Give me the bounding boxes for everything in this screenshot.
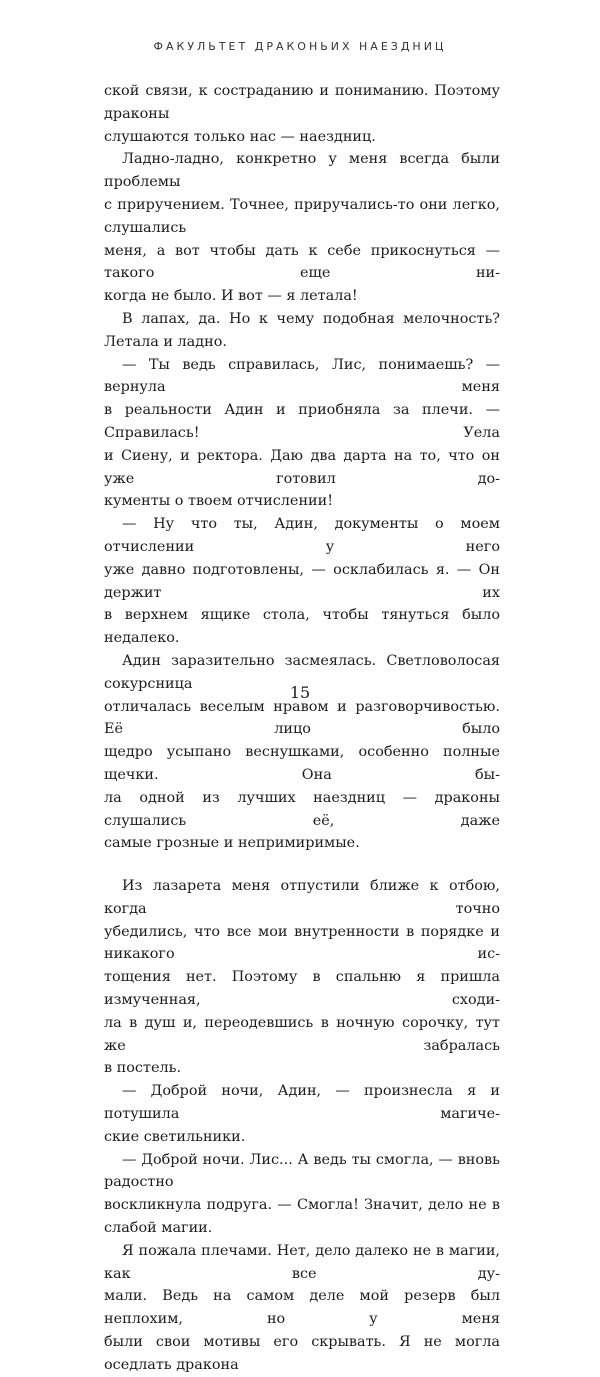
text-line: уже давно подготовлены, — осклабилась я. — Он держит их — [104, 561, 500, 601]
text-line: В лапах, да. Но к чему подобная мелочность? Летала и ладно. — [104, 310, 500, 350]
paragraph — [104, 650, 500, 855]
text-line: Ладно-ладно, конкретно у меня всегда были проблемы — [104, 151, 500, 191]
text-line: меня, а вот чтобы дать к себе прикоснуться — такого еще ни- — [104, 242, 500, 282]
text-line: с приручением. Точнее, приручались-то они легко, слушались — [104, 196, 500, 236]
running-head: ФАКУЛЬТЕТ ДРАКОНЬИХ НАЕЗДНИЦ — [153, 40, 447, 53]
text-line: ской связи, к состраданию и пониманию. Поэтому драконы — [104, 83, 500, 122]
text-line: тощения нет. Поэтому в спальню я пришла измученная, сходи- — [104, 969, 500, 1009]
paragraph — [104, 1240, 500, 1377]
text-line: мали. Ведь на самом деле мой резерв был неплохим, но у меня — [104, 1288, 500, 1328]
section-break — [104, 855, 500, 875]
text-line: — Доброй ночи. Лис... А ведь ты смогла, — вновь радостно — [104, 1151, 500, 1191]
page-number: 15 — [289, 683, 311, 702]
text-line: в верхнем ящике стола, чтобы тянуться было недалеко. — [104, 607, 500, 647]
text-line: ла в душ и, переодевшись в ночную сорочку, тут же забралась — [104, 1014, 500, 1054]
text-line: — Ты ведь справилась, Лис, понимаешь? — вернула меня — [104, 356, 500, 396]
text-line: — Ну что ты, Адин, документы о моем отчислении у него — [104, 516, 500, 555]
text-line: Адин заразительно засмеялась. Светловолосая сокурсница — [104, 652, 500, 692]
text-line: ские светильники. — [104, 1128, 246, 1145]
text-line: Я пожала плечами. Нет, дело далеко не в магии, как все ду- — [104, 1242, 500, 1282]
text-line: щедро усыпано веснушками, особенно полные щечки. Она бы- — [104, 744, 500, 783]
text-line: слушаются только нас — наездниц. — [104, 128, 376, 145]
text-line: воскликнула подруга. — Смогла! Значит, дело не в слабой магии. — [104, 1197, 500, 1237]
paragraph — [104, 1149, 500, 1240]
paragraph — [104, 354, 500, 514]
text-line: кументы о твоем отчислении! — [104, 493, 334, 510]
text-line: убедились, что все мои внутренности в порядке и никакого ис- — [104, 923, 500, 963]
text-line: в реальности Адин и приобняла за плечи. — Справилась! Уела — [104, 402, 500, 441]
text-line: — Доброй ночи, Адин, — произнесла я и потушила магиче- — [104, 1083, 500, 1123]
body-text — [104, 80, 500, 1377]
paragraph — [104, 308, 500, 354]
text-line: когда не было. И вот — я летала! — [104, 288, 358, 305]
paragraph — [104, 513, 500, 650]
text-line: Из лазарета меня отпустили ближе к отбою, когда точно — [104, 878, 500, 917]
paragraph — [104, 1080, 500, 1148]
text-line: и Сиену, и ректора. Даю два дарта на то, что он уже готовил до- — [104, 447, 500, 487]
text-line: были свои мотивы его скрывать. Я не могла оседлать дракона — [104, 1334, 500, 1373]
text-line: самые грозные и непримиримые. — [104, 835, 360, 852]
paragraph — [104, 148, 500, 308]
text-line: ла одной из лучших наездниц — драконы слушались её, даже — [104, 789, 500, 829]
paragraph — [104, 875, 500, 1080]
paragraph — [104, 80, 500, 148]
text-line: в постель. — [104, 1060, 182, 1077]
text-line: отличалась веселым нравом и разговорчивостью. Её лицо было — [104, 698, 500, 738]
